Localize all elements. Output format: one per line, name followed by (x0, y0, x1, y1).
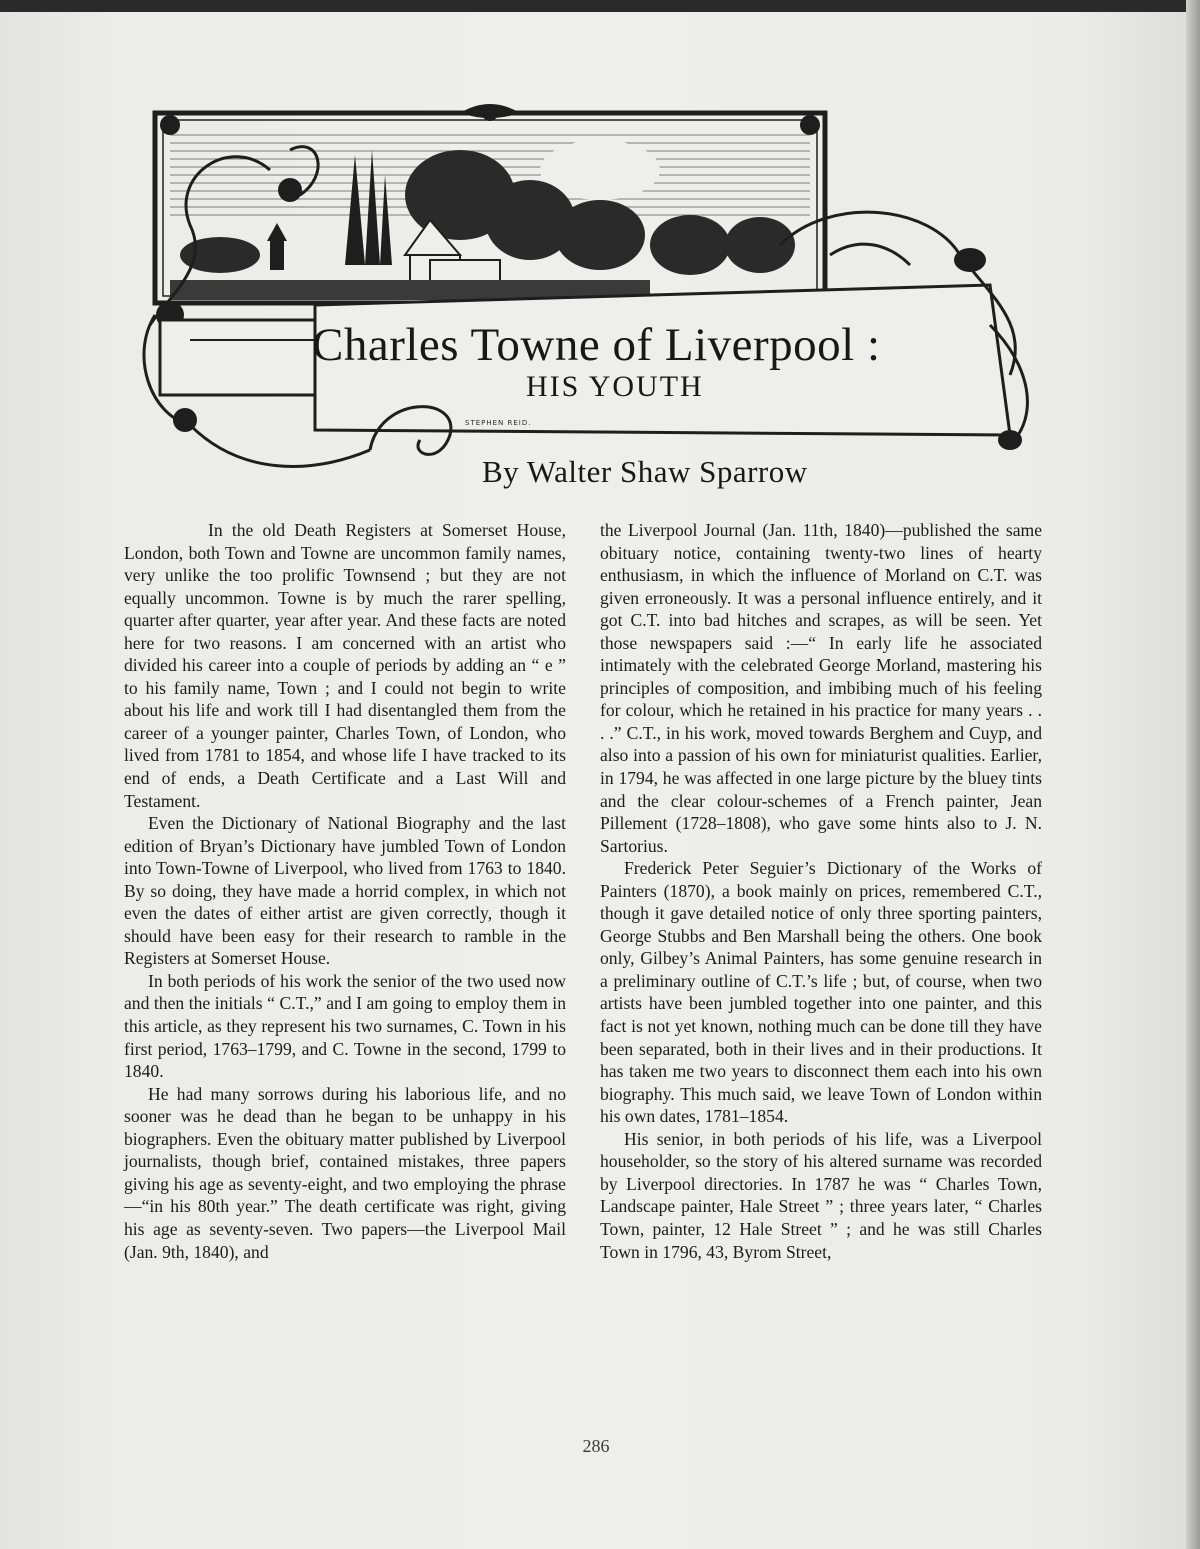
article-title: Charles Towne of Liverpool : (312, 319, 881, 371)
article-subtitle: HIS YOUTH (526, 370, 704, 403)
artist-signature: STEPHEN REID. (465, 419, 532, 427)
paragraph: Frederick Peter Seguier’s Dictionary of the Works of Painters (1870), a book mainly on prices, remembered C.T., though it gave detailed notice of only three sporting painters, George Stubbs and Ben Marshall being the others. One book only, Gilbey’s Animal Painters, has some genuine research in a preliminary outline of C.T.’s life ; but, of course, when two artists have been jumbled together into one painter, and this fact is not yet known, nothing much can be done till they have been separated, both in their lives and in their productions. It has taken me two years to disconnect them each into his own biography. This much said, we leave Town of London within his own dates, 1781–1854. (600, 858, 1042, 1127)
paragraph: the Liverpool Journal (Jan. 11th, 1840)—published the same obituary notice, containing twenty-two lines of hearty enthusiasm, in which the influence of Morland on C.T. was given erroneously. It was a personal influence entirely, and it got C.T. into bad hitches and scrapes, as will be seen. Yet those newspapers said :—“ In early life he associated intimately with the celebrated George Morland, mastering his principles of composition, and imbibing much of his feeling for colour, which he retained in his practice for many years . . . .” C.T., in his work, moved towards Berghem and Cuyp, and also into a passion of his own for miniaturist qualities. Earlier, in 1794, he was affected in one large picture by the bluey tints and the clear colour-schemes of a French painter, Jean Pillement (1728–1808), who gave some hints also to J. N. Sartorius. (600, 520, 1042, 856)
header-illustration (130, 95, 1060, 480)
paragraph: He had many sorrows during his laborious life, and no sooner was he dead than he began to be unhappy in his biographers. Even the obituary matter published by Liverpool journalists, though brief, contained mistakes, three papers giving his age as seventy-eight, and two employing the phrase—“in his 80th year.” The death certificate was right, giving his age as seventy-seven. Two papers—the Liverpool Mail (Jan. 9th, 1840), and (124, 1083, 566, 1262)
paragraph: In both periods of his work the senior of the two used now and then the initials “ C.T.,” and I am going to employ them in this article, as they represent his two surnames, C. Town in his first period, 1763–1799, and C. Towne in the second, 1799 to 1840. (124, 970, 566, 1082)
paragraph: In the old Death Registers at Somerset House, London, both Town and Towne are uncommon family names, very unlike the too prolific Townsend ; but they are not equally uncommon. Towne is by much the rarer spelling, quarter after quarter, year after year. And these facts are noted here for two reasons. I am concerned with an artist who divided his career into a couple of periods by adding an “ e ” to his family name, Town ; and I could not begin to write about his life and work till I had disentangled them from the career of a younger painter, Charles Town, of London, who lived from 1781 to 1854, and whose life I have tracked to its end of ends, a Death Certificate and a Last Will and Testament. (124, 520, 566, 811)
scan-top-edge (0, 0, 1200, 12)
paragraph: Even the Dictionary of National Biography and the last edition of Bryan’s Dictionary have jumbled Town of London into Town-Towne of Liverpool, who lived from 1763 to 1840. By so doing, they have made a horrid complex, in which not even the dates of either artist are given correctly, though it should have been easy for their research to ramble in the Registers at Somerset House. (124, 813, 566, 969)
page-number: 286 (582, 1436, 610, 1456)
paragraph: His senior, in both periods of his life, was a Liverpool householder, so the story of his altered surname was recorded by Liverpool directories. In 1787 he was “ Charles Town, Landscape painter, Hale Street ” ; three years later, “ Charles Town, painter, 12 Hale Street ” ; and he was still Charles Town in 1796, 43, Byrom Street, (600, 1128, 1042, 1262)
article-byline: By Walter Shaw Sparrow (482, 454, 808, 489)
left-column (124, 519, 566, 1263)
right-column (600, 519, 1042, 1263)
scan-right-edge (1186, 0, 1200, 1549)
